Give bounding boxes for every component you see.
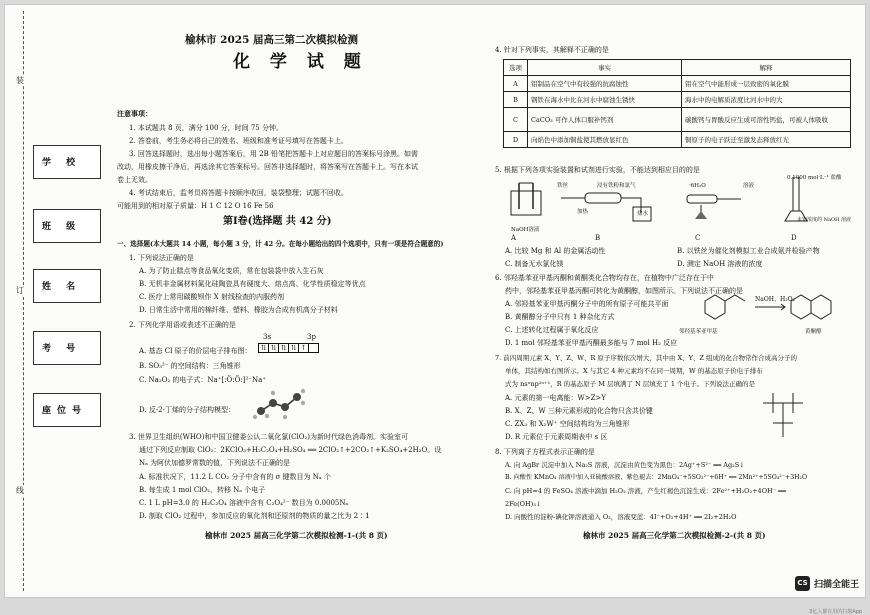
q6-product-label: 黄酮醇 bbox=[805, 329, 822, 335]
cut-line bbox=[23, 11, 24, 591]
q2-option-d: D. 反-2-丁烯的分子结构模型： bbox=[139, 406, 235, 414]
orbital-box bbox=[308, 343, 319, 353]
q5-label: B bbox=[595, 234, 601, 242]
q5-label-naoh: NaOH溶液 bbox=[511, 227, 540, 233]
q5-label-reagent: 浸有铁粉和氯气 bbox=[597, 183, 636, 189]
q3-option: A. 标准状况下，11.2 L CO₂ 分子中含有的 σ 键数目为 Nₐ 个 bbox=[139, 473, 331, 481]
q3-option: D. 制取 ClO₂ 过程中，参加反应的氧化剂和还原剂的物质的量之比为 2∶1 bbox=[139, 512, 370, 520]
q2-option-b: B. SO₃²⁻ 的空间结构：三角锥形 bbox=[139, 362, 241, 370]
q5-label: C bbox=[695, 234, 701, 242]
page-2 bbox=[491, 5, 857, 598]
seat-number-field[interactable] bbox=[33, 393, 101, 427]
table-cell: 铜原子的电子跃迁至激发态释放红光 bbox=[682, 132, 851, 148]
table-cell: B bbox=[504, 92, 528, 108]
brand-name: 扫描全能王 bbox=[813, 579, 859, 590]
camscanner-icon: CS bbox=[795, 576, 810, 591]
q5-label-standard: 0.1000 mol·L⁻¹ 盐酸 bbox=[787, 175, 842, 181]
q8-option: C. 向 pH=4 的 FeSO₄ 溶液中滴加 H₂O₂ 溶液，产生红褐色沉淀生成：2Fe²⁺+H₂O₂+4OH⁻ ══ bbox=[505, 487, 787, 495]
table-header: 解释 bbox=[682, 60, 851, 76]
q5-option: A. 比较 Mg 和 Al 的金属活动性 bbox=[505, 247, 606, 255]
table-header: 事实 bbox=[528, 60, 682, 76]
q8-option: D. 向酸性的淀粉-碘化钾溶液通入 O₂，溶液变蓝：4I⁻+O₂+4H⁺ ══ 2I₂+2H₂O bbox=[505, 513, 737, 521]
table-cell: 向焰色中添加铜盐使其燃放显红色 bbox=[528, 132, 682, 148]
class-label: 班 级 bbox=[42, 222, 82, 232]
school-field[interactable] bbox=[33, 145, 101, 179]
q7-option: A. 元素的第一电离能：W>Z>Y bbox=[505, 394, 606, 402]
table-row bbox=[504, 92, 851, 108]
q7-option: C. ZX₃ 和 X₂W⁺ 空间结构均为三角锥形 bbox=[505, 420, 630, 428]
q7-stem-line: 式为 nsⁿnp²ⁿ⁺¹，R 的基态原子 M 层填满了 N 层填充了 1 个电子。下列说法正确的是 bbox=[505, 380, 756, 388]
page-1-footer: 榆林市 2025 届高三化学第二次模拟检测-1-(共 8 页) bbox=[205, 531, 388, 540]
table-cell: CaCO₃ 可作人体口服补钙剂 bbox=[528, 108, 682, 132]
q5-label: D bbox=[791, 234, 797, 242]
exam-sheet bbox=[4, 4, 866, 598]
page-1 bbox=[113, 5, 473, 598]
q5-stem: 5. 根据下列各项实验装置和试剂进行实验，不能达到相应目的的是 bbox=[495, 166, 700, 174]
part-intro: 一、选择题(本大题共 14 小题，每小题 3 分，计 42 分。在每小题给出的四个选项中，只有一项是符合题意的) bbox=[117, 240, 444, 248]
exam-number-label: 考 号 bbox=[42, 344, 82, 354]
q8-stem: 8. 下列离子方程式表示正确的是 bbox=[495, 448, 595, 456]
table-cell: A bbox=[504, 76, 528, 92]
scanner-watermark bbox=[795, 575, 859, 591]
table-row bbox=[504, 76, 851, 92]
q5-label-heat: 加热 bbox=[577, 209, 589, 215]
binding-gutter bbox=[5, 5, 105, 598]
note-line: 3. 回答选择题时，选出每小题答案后，用 2B 铅笔把答题卡上对应题目的答案标号涂黑。如需 bbox=[129, 150, 418, 158]
subject-title: 化 学 试 题 bbox=[233, 52, 368, 72]
q6-reactant-label: 邻羟基苯亚甲基 bbox=[679, 329, 718, 335]
table-cell: 铝制品在空气中有较强的抗腐蚀性 bbox=[528, 76, 682, 92]
notes-heading: 注意事项： bbox=[117, 109, 152, 118]
q5-option: D. 测定 NaOH 溶液的浓度 bbox=[677, 260, 763, 268]
table-cell: 碳酸钙与胃酸反应生成可溶性钙盐，可被人体吸收 bbox=[682, 108, 851, 132]
atomic-masses: 可能用到的相对原子质量：H 1 C 12 O 16 Fe 56 bbox=[117, 202, 274, 210]
q5-label-solution: 溶液 bbox=[743, 183, 755, 189]
q8-option: A. 向 AgBr 沉淀中加入 Na₂S 溶液，沉淀由黄色变为黑色：2Ag⁺+S²⁻ ══ Ag₂S↓ bbox=[505, 461, 745, 469]
table-cell: 海水中的电解质浓度比河水中的大 bbox=[682, 92, 851, 108]
note-line: 1. 本试题共 8 页，满分 100 分，时间 75 分钟。 bbox=[129, 124, 283, 132]
note-line: 2. 答卷前，考生务必将自己的姓名、班级和准考证号填写在答题卡上。 bbox=[129, 137, 348, 145]
q5-label-iron: 铁丝 bbox=[557, 183, 569, 189]
orbital-box: ⇅ bbox=[268, 343, 279, 353]
q5-option: B. 以铁丝为催化剂模拟工业合成氨并检验产物 bbox=[677, 247, 820, 255]
gutter-mark-middle: 订 bbox=[13, 285, 27, 296]
q6-stem-line: 6. 邻羟基苯亚甲基丙酮和黄酮类化合物均存在，在植物中广泛存在于中 bbox=[495, 274, 714, 282]
section-title: 第Ⅰ卷(选择题 共 42 分) bbox=[223, 216, 332, 227]
school-label: 学 校 bbox=[42, 158, 82, 168]
q3-stem-line: Nₐ 为阿伏加德罗常数的值，下列说法不正确的是 bbox=[139, 459, 291, 467]
q7-option: B. X、Z、W 三种元素形成的化合物只含共价键 bbox=[505, 407, 653, 415]
class-field[interactable] bbox=[33, 209, 101, 243]
table-cell: 钢铁在海水中比在河水中腐蚀生锈快 bbox=[528, 92, 682, 108]
q1-option: C. 医疗上常用碳酸钡作 X 射线检查的内服药剂 bbox=[139, 293, 284, 301]
q3-option: C. 1 L pH=3.0 的 H₂C₂O₄ 溶液中含有 C₂O₄²⁻ 数目为 0.0005Nₐ bbox=[139, 499, 349, 507]
q7-structure-figure bbox=[753, 391, 823, 441]
orbital-3s-label: 3s bbox=[263, 333, 272, 341]
q2-option-c: C. Na₂O₂ 的电子式：Na⁺[:Ö:Ö:]²⁻Na⁺ bbox=[139, 376, 266, 384]
q5-option: C. 制备无水氯化镁 bbox=[505, 260, 564, 268]
q8-option: 2Fe(OH)₃↓ bbox=[505, 500, 542, 508]
q6-option: B. 黄酮醇分子中只有 1 种杂化方式 bbox=[505, 313, 615, 321]
brand-tagline: 3亿人都在用的扫描App bbox=[809, 609, 862, 615]
gutter-mark-bottom: 线 bbox=[13, 485, 27, 496]
orbital-box: ↑ bbox=[298, 343, 309, 353]
q4-table bbox=[503, 59, 851, 148]
seat-number-label: 座位号 bbox=[42, 406, 88, 416]
q1-option: B. 无机非金属材料氮化硅陶瓷具有硬度大、熔点高、化学性质稳定等优点 bbox=[139, 280, 366, 288]
table-row bbox=[504, 108, 851, 132]
q6-reagent: NaOH、H₂O₂ bbox=[755, 296, 795, 303]
note-line: 卷上无效。 bbox=[117, 176, 152, 184]
table-row bbox=[504, 132, 851, 148]
orbital-box: ⇅ bbox=[258, 343, 269, 353]
q6-option: A. 邻羟基苯亚甲基丙酮分子中的所有原子可能共平面 bbox=[505, 300, 669, 308]
q6-option: C. 上述转化过程属于氧化反应 bbox=[505, 326, 599, 334]
q7-stem-line: 单体，其结构如右图所示。X 与其它 4 种元素均不在同一周期，W 的基态原子价电子排布 bbox=[505, 367, 763, 375]
q1-option: D. 日常生活中常用的棉纤维、塑料、橡胶为合成有机高分子材料 bbox=[139, 306, 338, 314]
q3-option: B. 每生成 1 mol ClO₂，转移 Nₐ 个电子 bbox=[139, 486, 266, 494]
q8-option: B. 向酸性 KMnO₄ 溶液中加入亚硫酸溶液，紫色褪去：2MnO₄⁻+5SO₃²⁻+6H⁺ ══ 2Mn²⁺+5SO₄²⁻+3H₂O bbox=[505, 474, 808, 481]
q2-option-a: A. 基态 Cl 原子的价层电子排布图： bbox=[139, 347, 252, 355]
table-cell: D bbox=[504, 132, 528, 148]
orbital-box: ⇅ bbox=[288, 343, 299, 353]
q7-stem-line: 7. 前四周期元素 X、Y、Z、W、R 原子序数依次增大，其中由 X、Y、Z 组成的化合物常作合成高分子的 bbox=[495, 354, 797, 362]
page-2-footer: 榆林市 2025 届高三化学第二次模拟检测-2-(共 8 页) bbox=[583, 531, 766, 540]
exam-number-field[interactable] bbox=[33, 331, 101, 365]
q2-stem: 2. 下列化学用语或表述不正确的是 bbox=[129, 321, 236, 329]
q5-label: A bbox=[511, 234, 517, 242]
orbital-3p-label: 3p bbox=[307, 333, 316, 341]
gutter-mark-top: 装 bbox=[13, 75, 27, 86]
q6-stem-line: 药中，邻羟基苯亚甲基丙酮可转化为黄酮醇，如图所示。下列说法不正确的是 bbox=[505, 287, 743, 295]
table-cell: C bbox=[504, 108, 528, 132]
q3-stem-line: 通过下列反应制取 ClO₂：2KClO₃+H₂C₂O₄+H₂SO₄ ══ 2ClO₂↑+2CO₂↑+K₂SO₄+2H₂O。设 bbox=[139, 446, 442, 454]
orbital-diagram bbox=[259, 343, 319, 353]
note-line: 4. 考试结束后，监考员将答题卡按顺序收回，装袋整理；试题不回收。 bbox=[129, 189, 348, 197]
q3-stem-line: 3. 世界卫生组织(WHO)和中国卫健委公认二氧化氯(ClO₂)为新时代绿色消毒剂。实验室可 bbox=[129, 433, 409, 441]
note-line: 改动，用橡皮擦干净后，再选涂其它答案标号。回答非选择题时，将答案写在答题卡上。写在本试 bbox=[117, 163, 418, 171]
orbital-box: ⇅ bbox=[278, 343, 289, 353]
q6-option: D. 1 mol 邻羟基苯亚甲基丙酮最多能与 7 mol H₂ 反应 bbox=[505, 339, 678, 347]
exam-title: 榆林市 2025 届高三第二次模拟检测 bbox=[185, 34, 359, 46]
table-cell: 铝在空气中能形成一层致密的氧化膜 bbox=[682, 76, 851, 92]
q5-label-unknown: 未知浓度的 NaOH 溶液 bbox=[797, 217, 851, 223]
table-header: 选项 bbox=[504, 60, 528, 76]
q1-stem: 1. 下列说法正确的是 bbox=[129, 254, 194, 262]
q4-stem: 4. 针对下列事实，其解释不正确的是 bbox=[495, 46, 609, 54]
table-header-row bbox=[504, 60, 851, 76]
name-label: 姓 名 bbox=[42, 282, 82, 292]
q5-label-hydrate: ·6H₂O bbox=[689, 183, 706, 189]
name-field[interactable] bbox=[33, 269, 101, 303]
q5-label-salt-water: 盐水 bbox=[637, 211, 649, 217]
butene-model bbox=[251, 387, 307, 421]
q7-option: D. R 元素位于元素周期表中 s 区 bbox=[505, 433, 608, 441]
q1-option: A. 为了防止糕点等食品氧化变质，常在包装袋中放入生石灰 bbox=[139, 267, 324, 275]
